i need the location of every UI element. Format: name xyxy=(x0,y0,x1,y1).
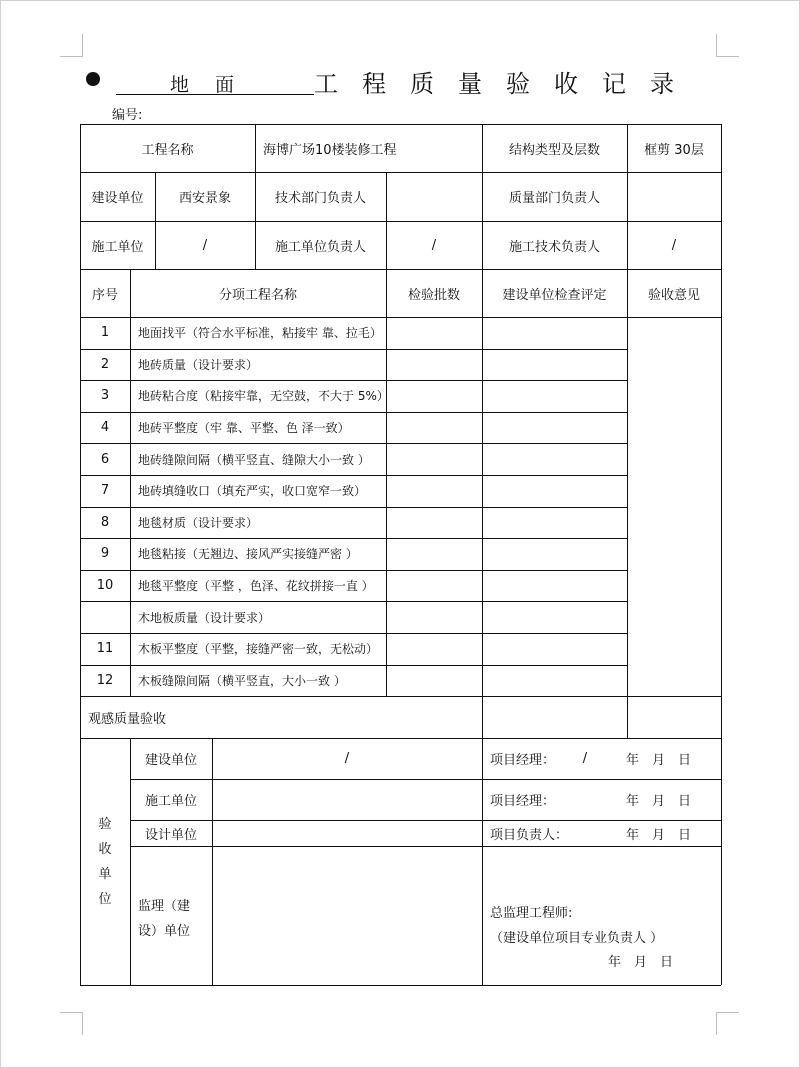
item-name: 地毯材质（设计要求） xyxy=(138,515,259,530)
tech-head-label: 技术部门负责人 xyxy=(274,191,366,206)
acceptance-construction-sign-label: 项目经理： xyxy=(490,794,556,809)
construction-head-value: / xyxy=(431,237,437,253)
item-name: 木板平整度（平整，接缝严密一致，无松动） xyxy=(138,642,379,657)
table-border-bottom xyxy=(80,985,721,986)
item-row-line xyxy=(80,349,627,350)
item-no: 12 xyxy=(96,672,114,688)
item-row-line xyxy=(80,507,627,508)
quality-head-label: 质量部门负责人 xyxy=(508,191,600,206)
item-no xyxy=(80,601,130,633)
title-underline xyxy=(116,94,314,95)
crop-mark-bottom-left xyxy=(60,1012,83,1035)
item-no: 8 xyxy=(100,514,110,530)
tech-head-value xyxy=(386,172,482,221)
col-line xyxy=(386,269,387,696)
item-no: 7 xyxy=(100,483,110,499)
column-header-batch: 检验批数 xyxy=(407,287,460,303)
chief-engineer-label: 总监理工程师: xyxy=(490,905,573,921)
acceptance-supervision-date: 年 月 日 xyxy=(608,954,674,970)
acceptance-construction-label: 施工单位 xyxy=(144,794,197,809)
owner-professional-label: （建设单位项目专业负责人 ） xyxy=(490,930,664,946)
acceptance-construction-date: 年 月 日 xyxy=(626,794,692,809)
title-prefix: 地面 xyxy=(169,74,260,96)
acceptance-group-char: 收 xyxy=(98,842,112,857)
item-row-line xyxy=(80,380,627,381)
item-no: 2 xyxy=(100,356,110,372)
acceptance-owner-label: 建设单位 xyxy=(144,753,197,768)
owner-unit-label: 建设单位 xyxy=(91,191,144,206)
item-no: 1 xyxy=(100,325,110,341)
item-row-line xyxy=(80,601,627,602)
structure-value: 框剪 30层 xyxy=(644,142,704,158)
acceptance-group-char: 位 xyxy=(98,892,112,907)
acceptance-owner-sign-value: / xyxy=(582,751,588,766)
item-name: 木板缝隙间隔（横平竖直，大小一致 ） xyxy=(138,673,346,688)
appearance-label: 观感质量验收 xyxy=(88,711,167,727)
col-line xyxy=(482,269,483,696)
project-name-label: 工程名称 xyxy=(141,142,194,158)
col-line xyxy=(627,269,628,696)
owner-unit-value: 西安景象 xyxy=(178,191,231,206)
item-name: 地面找平（符合水平标准，粘接牢 靠、拉毛） xyxy=(138,326,382,341)
acceptance-group-label xyxy=(80,812,130,912)
acceptance-design-sign-label: 项目负责人： xyxy=(490,827,569,843)
page-title: 工程质量验收记录 xyxy=(314,70,698,98)
item-row-line xyxy=(80,412,627,413)
project-name-value: 海博广场10楼装修工程 xyxy=(263,142,397,158)
item-name: 地毯平整度（平整 ，色泽、花纹拼接一直 ） xyxy=(138,579,374,594)
construction-tech-value: / xyxy=(671,237,677,253)
construction-unit-label: 施工单位 xyxy=(91,239,144,255)
item-name: 地砖缝隙间隔（横平竖直、缝隙大小一致 ） xyxy=(138,452,370,467)
acceptance-group-char: 验 xyxy=(98,817,112,832)
item-name: 木地板质量（设计要求） xyxy=(138,610,271,625)
serial-number-label: 编号: xyxy=(112,108,143,123)
structure-label: 结构类型及层数 xyxy=(508,142,600,158)
item-row-line xyxy=(80,633,627,634)
item-name: 地砖质量（设计要求） xyxy=(138,357,259,372)
item-name: 地砖平整度（牢 靠、平整、色 泽一致） xyxy=(138,421,350,436)
item-no: 10 xyxy=(96,578,114,594)
item-row-line xyxy=(80,538,627,539)
item-no: 4 xyxy=(100,420,110,436)
crop-mark-top-right xyxy=(716,34,739,57)
column-header-opinion: 验收意见 xyxy=(647,287,700,303)
acceptance-owner-value: / xyxy=(344,751,350,766)
col-line xyxy=(212,846,213,985)
construction-tech-label: 施工技术负责人 xyxy=(508,239,600,255)
construction-head-label: 施工单位负责人 xyxy=(274,239,366,255)
item-name: 地砖粘合度（粘接牢靠，无空鼓，不大于 5%） xyxy=(138,389,389,404)
acceptance-supervision-line: 监理（建 xyxy=(138,899,191,914)
item-row-line xyxy=(80,443,627,444)
item-name: 地砖填缝收口（填充严实，收口宽窄一致） xyxy=(138,484,367,499)
col-line xyxy=(482,696,483,738)
acceptance-supervision-label xyxy=(138,894,190,944)
bullet-icon xyxy=(86,72,100,86)
acceptance-owner-sign-label: 项目经理： xyxy=(490,753,556,768)
item-no: 6 xyxy=(100,451,110,467)
item-no: 9 xyxy=(100,546,110,562)
crop-mark-bottom-right xyxy=(716,1012,739,1035)
crop-mark-top-left xyxy=(60,34,83,57)
item-name: 地毯粘接（无翘边、接风严实接缝严密 ） xyxy=(138,547,358,562)
col-line xyxy=(130,269,131,696)
acceptance-design-label: 设计单位 xyxy=(144,827,197,843)
column-header-no: 序号 xyxy=(91,287,118,303)
item-row-line xyxy=(80,665,627,666)
construction-unit-value: / xyxy=(202,237,208,253)
item-no: 3 xyxy=(100,388,110,404)
acceptance-group-char: 单 xyxy=(98,867,112,882)
quality-head-value xyxy=(627,172,721,221)
acceptance-supervision-line: 设）单位 xyxy=(138,924,191,939)
col-line xyxy=(627,696,628,738)
item-row-line xyxy=(80,475,627,476)
acceptance-design-date: 年 月 日 xyxy=(626,827,692,843)
acceptance-owner-date: 年 月 日 xyxy=(626,753,692,768)
row-line xyxy=(130,846,721,847)
item-no: 11 xyxy=(96,641,114,657)
column-header-name: 分项工程名称 xyxy=(218,287,297,303)
item-row-line xyxy=(80,570,627,571)
table-border-right xyxy=(721,124,722,985)
column-header-eval: 建设单位检查评定 xyxy=(502,287,607,303)
